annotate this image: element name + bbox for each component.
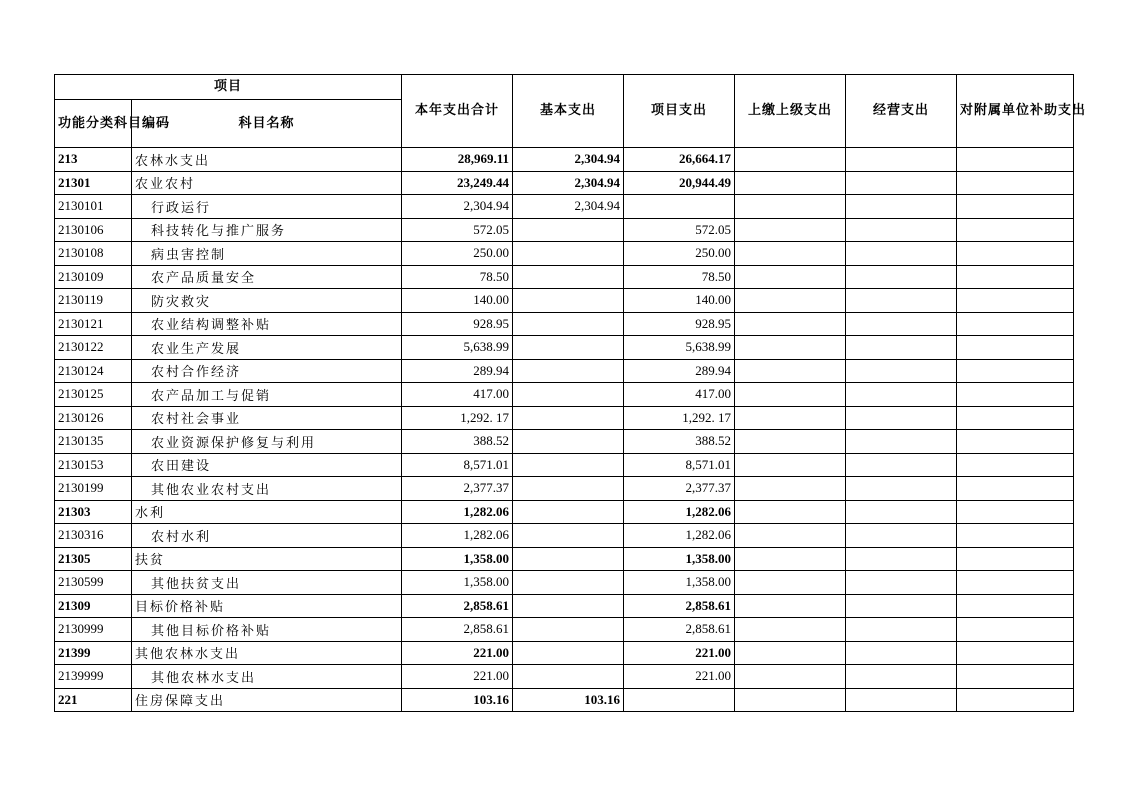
- table-row: [55, 171, 1074, 195]
- row-upper: [735, 312, 846, 336]
- row-business: [846, 665, 957, 689]
- row-total: 1,292. 17: [402, 406, 513, 430]
- row-name: 扶贫: [132, 547, 402, 571]
- row-project: 388.52: [624, 430, 735, 454]
- row-subsidy: [957, 289, 1074, 313]
- business-header: 经营支出: [846, 75, 957, 148]
- row-name: 农产品加工与促销: [132, 383, 402, 407]
- row-business: [846, 406, 957, 430]
- row-total: 8,571.01: [402, 453, 513, 477]
- row-business: [846, 312, 957, 336]
- table-row: [55, 547, 1074, 571]
- row-total: 5,638.99: [402, 336, 513, 360]
- row-project: 250.00: [624, 242, 735, 266]
- row-basic: [513, 524, 624, 548]
- row-name: 其他农林水支出: [132, 665, 402, 689]
- row-basic: [513, 265, 624, 289]
- row-project: 20,944.49: [624, 171, 735, 195]
- row-subsidy: [957, 524, 1074, 548]
- row-project: 417.00: [624, 383, 735, 407]
- row-upper: [735, 547, 846, 571]
- row-project: [624, 195, 735, 219]
- row-business: [846, 571, 957, 595]
- row-business: [846, 195, 957, 219]
- row-name: 其他扶贫支出: [132, 571, 402, 595]
- row-code: 21399: [55, 641, 132, 665]
- table-row: [55, 336, 1074, 360]
- row-upper: [735, 171, 846, 195]
- row-subsidy: [957, 665, 1074, 689]
- table-row: [55, 383, 1074, 407]
- table-row: [55, 359, 1074, 383]
- row-code: 2130999: [55, 618, 132, 642]
- subsidy-header: 对附属单位补助支出: [957, 75, 1074, 148]
- row-code: 2139999: [55, 665, 132, 689]
- row-name: 农村水利: [132, 524, 402, 548]
- row-total: 928.95: [402, 312, 513, 336]
- table-row: [55, 218, 1074, 242]
- row-basic: [513, 336, 624, 360]
- row-subsidy: [957, 218, 1074, 242]
- row-name: 农业生产发展: [132, 336, 402, 360]
- row-subsidy: [957, 453, 1074, 477]
- row-business: [846, 359, 957, 383]
- row-subsidy: [957, 594, 1074, 618]
- row-code: 21301: [55, 171, 132, 195]
- row-project: 78.50: [624, 265, 735, 289]
- row-code: 2130599: [55, 571, 132, 595]
- row-name: 农产品质量安全: [132, 265, 402, 289]
- row-basic: [513, 594, 624, 618]
- row-name: 农村社会事业: [132, 406, 402, 430]
- row-project: 1,358.00: [624, 547, 735, 571]
- row-business: [846, 641, 957, 665]
- row-subsidy: [957, 500, 1074, 524]
- row-subsidy: [957, 477, 1074, 501]
- row-upper: [735, 524, 846, 548]
- row-upper: [735, 242, 846, 266]
- row-code: 2130106: [55, 218, 132, 242]
- row-name: 防灾救灾: [132, 289, 402, 313]
- row-name: 其他目标价格补贴: [132, 618, 402, 642]
- row-subsidy: [957, 571, 1074, 595]
- row-upper: [735, 618, 846, 642]
- row-name: 农业资源保护修复与利用: [132, 430, 402, 454]
- row-business: [846, 477, 957, 501]
- table-row: [55, 524, 1074, 548]
- row-project: 221.00: [624, 641, 735, 665]
- row-business: [846, 171, 957, 195]
- table-body: [55, 148, 1074, 712]
- row-code: 213: [55, 148, 132, 172]
- row-code: 2130199: [55, 477, 132, 501]
- row-total: 572.05: [402, 218, 513, 242]
- row-code: 2130124: [55, 359, 132, 383]
- row-name: 农业结构调整补贴: [132, 312, 402, 336]
- row-total: 388.52: [402, 430, 513, 454]
- row-upper: [735, 665, 846, 689]
- row-total: 250.00: [402, 242, 513, 266]
- table-row: [55, 312, 1074, 336]
- table-row: [55, 289, 1074, 313]
- row-name: 农田建设: [132, 453, 402, 477]
- project-expense-header: 项目支出: [624, 75, 735, 148]
- row-subsidy: [957, 618, 1074, 642]
- row-basic: [513, 618, 624, 642]
- table-row: [55, 665, 1074, 689]
- row-project: 221.00: [624, 665, 735, 689]
- row-name: 病虫害控制: [132, 242, 402, 266]
- table-row: [55, 688, 1074, 712]
- row-subsidy: [957, 430, 1074, 454]
- total-header: 本年支出合计: [402, 75, 513, 148]
- row-subsidy: [957, 171, 1074, 195]
- row-basic: [513, 571, 624, 595]
- row-upper: [735, 195, 846, 219]
- row-basic: [513, 453, 624, 477]
- row-code: 2130121: [55, 312, 132, 336]
- row-code: 2130153: [55, 453, 132, 477]
- row-basic: [513, 218, 624, 242]
- row-upper: [735, 500, 846, 524]
- row-basic: [513, 547, 624, 571]
- row-total: 2,304.94: [402, 195, 513, 219]
- row-upper: [735, 477, 846, 501]
- row-basic: [513, 383, 624, 407]
- row-total: 28,969.11: [402, 148, 513, 172]
- table-row: [55, 594, 1074, 618]
- row-code: 21309: [55, 594, 132, 618]
- table-row: [55, 430, 1074, 454]
- row-code: 2130108: [55, 242, 132, 266]
- row-business: [846, 500, 957, 524]
- row-name: 其他农业农村支出: [132, 477, 402, 501]
- row-total: 221.00: [402, 665, 513, 689]
- row-basic: [513, 477, 624, 501]
- row-upper: [735, 265, 846, 289]
- table-row: [55, 477, 1074, 501]
- row-project: 5,638.99: [624, 336, 735, 360]
- basic-header: 基本支出: [513, 75, 624, 148]
- row-code: 21305: [55, 547, 132, 571]
- row-basic: [513, 406, 624, 430]
- row-total: 1,358.00: [402, 547, 513, 571]
- row-code: 21303: [55, 500, 132, 524]
- row-total: 1,358.00: [402, 571, 513, 595]
- project-header: 项目: [55, 75, 402, 100]
- row-upper: [735, 688, 846, 712]
- row-upper: [735, 453, 846, 477]
- row-subsidy: [957, 359, 1074, 383]
- row-subsidy: [957, 547, 1074, 571]
- row-subsidy: [957, 383, 1074, 407]
- row-total: 78.50: [402, 265, 513, 289]
- row-project: 8,571.01: [624, 453, 735, 477]
- row-upper: [735, 430, 846, 454]
- row-upper: [735, 406, 846, 430]
- row-upper: [735, 218, 846, 242]
- row-subsidy: [957, 406, 1074, 430]
- row-name: 农业农村: [132, 171, 402, 195]
- row-business: [846, 430, 957, 454]
- row-basic: 2,304.94: [513, 171, 624, 195]
- budget-expenditure-table: [54, 74, 1087, 712]
- row-basic: [513, 242, 624, 266]
- row-subsidy: [957, 148, 1074, 172]
- row-total: 221.00: [402, 641, 513, 665]
- table-row: [55, 500, 1074, 524]
- table-row: [55, 265, 1074, 289]
- row-business: [846, 265, 957, 289]
- table-row: [55, 242, 1074, 266]
- table-row: [55, 148, 1074, 172]
- row-total: 1,282.06: [402, 524, 513, 548]
- row-total: 140.00: [402, 289, 513, 313]
- table-row: [55, 406, 1074, 430]
- table-row: [55, 571, 1074, 595]
- row-upper: [735, 383, 846, 407]
- row-basic: [513, 359, 624, 383]
- row-total: 417.00: [402, 383, 513, 407]
- row-business: [846, 547, 957, 571]
- row-business: [846, 453, 957, 477]
- row-subsidy: [957, 688, 1074, 712]
- row-project: 1,358.00: [624, 571, 735, 595]
- row-upper: [735, 594, 846, 618]
- row-project: 2,858.61: [624, 618, 735, 642]
- row-name: 住房保障支出: [132, 688, 402, 712]
- row-project: 1,282.06: [624, 524, 735, 548]
- row-total: 2,377.37: [402, 477, 513, 501]
- table-row: [55, 618, 1074, 642]
- row-subsidy: [957, 265, 1074, 289]
- row-name: 水利: [132, 500, 402, 524]
- table-row: [55, 195, 1074, 219]
- row-name: 目标价格补贴: [132, 594, 402, 618]
- row-business: [846, 618, 957, 642]
- row-code: 2130135: [55, 430, 132, 454]
- row-project: [624, 688, 735, 712]
- row-upper: [735, 571, 846, 595]
- row-total: 103.16: [402, 688, 513, 712]
- row-code: 2130126: [55, 406, 132, 430]
- row-project: 572.05: [624, 218, 735, 242]
- row-total: 289.94: [402, 359, 513, 383]
- row-business: [846, 336, 957, 360]
- table-row: [55, 641, 1074, 665]
- row-business: [846, 524, 957, 548]
- row-name: 科技转化与推广服务: [132, 218, 402, 242]
- row-project: 1,282.06: [624, 500, 735, 524]
- row-name: 农村合作经济: [132, 359, 402, 383]
- row-total: 23,249.44: [402, 171, 513, 195]
- row-upper: [735, 641, 846, 665]
- row-code: 2130316: [55, 524, 132, 548]
- row-name: 其他农林水支出: [132, 641, 402, 665]
- row-basic: [513, 430, 624, 454]
- row-business: [846, 218, 957, 242]
- row-basic: 103.16: [513, 688, 624, 712]
- row-business: [846, 688, 957, 712]
- upper-level-header: 上缴上级支出: [735, 75, 846, 148]
- row-basic: [513, 289, 624, 313]
- row-business: [846, 148, 957, 172]
- row-project: 1,292. 17: [624, 406, 735, 430]
- row-business: [846, 383, 957, 407]
- row-basic: [513, 641, 624, 665]
- row-basic: 2,304.94: [513, 195, 624, 219]
- row-business: [846, 594, 957, 618]
- row-basic: [513, 312, 624, 336]
- row-code: 2130109: [55, 265, 132, 289]
- row-subsidy: [957, 195, 1074, 219]
- row-name: 农林水支出: [132, 148, 402, 172]
- subject-name-header: 科目名称: [132, 100, 402, 148]
- row-total: 2,858.61: [402, 594, 513, 618]
- row-project: 140.00: [624, 289, 735, 313]
- row-business: [846, 289, 957, 313]
- row-subsidy: [957, 242, 1074, 266]
- row-name: 行政运行: [132, 195, 402, 219]
- row-project: 928.95: [624, 312, 735, 336]
- table-row: [55, 453, 1074, 477]
- row-code: 2130125: [55, 383, 132, 407]
- row-code: 2130101: [55, 195, 132, 219]
- row-basic: 2,304.94: [513, 148, 624, 172]
- row-project: 289.94: [624, 359, 735, 383]
- row-project: 26,664.17: [624, 148, 735, 172]
- row-upper: [735, 359, 846, 383]
- row-total: 2,858.61: [402, 618, 513, 642]
- row-upper: [735, 289, 846, 313]
- row-basic: [513, 500, 624, 524]
- row-code: 2130122: [55, 336, 132, 360]
- row-total: 1,282.06: [402, 500, 513, 524]
- row-basic: [513, 665, 624, 689]
- row-upper: [735, 336, 846, 360]
- row-subsidy: [957, 336, 1074, 360]
- row-code: 221: [55, 688, 132, 712]
- row-subsidy: [957, 641, 1074, 665]
- row-project: 2,377.37: [624, 477, 735, 501]
- row-project: 2,858.61: [624, 594, 735, 618]
- row-business: [846, 242, 957, 266]
- func-code-header: 功能分类科目编码: [55, 100, 132, 148]
- row-subsidy: [957, 312, 1074, 336]
- row-code: 2130119: [55, 289, 132, 313]
- table-header: [55, 75, 1087, 148]
- row-upper: [735, 148, 846, 172]
